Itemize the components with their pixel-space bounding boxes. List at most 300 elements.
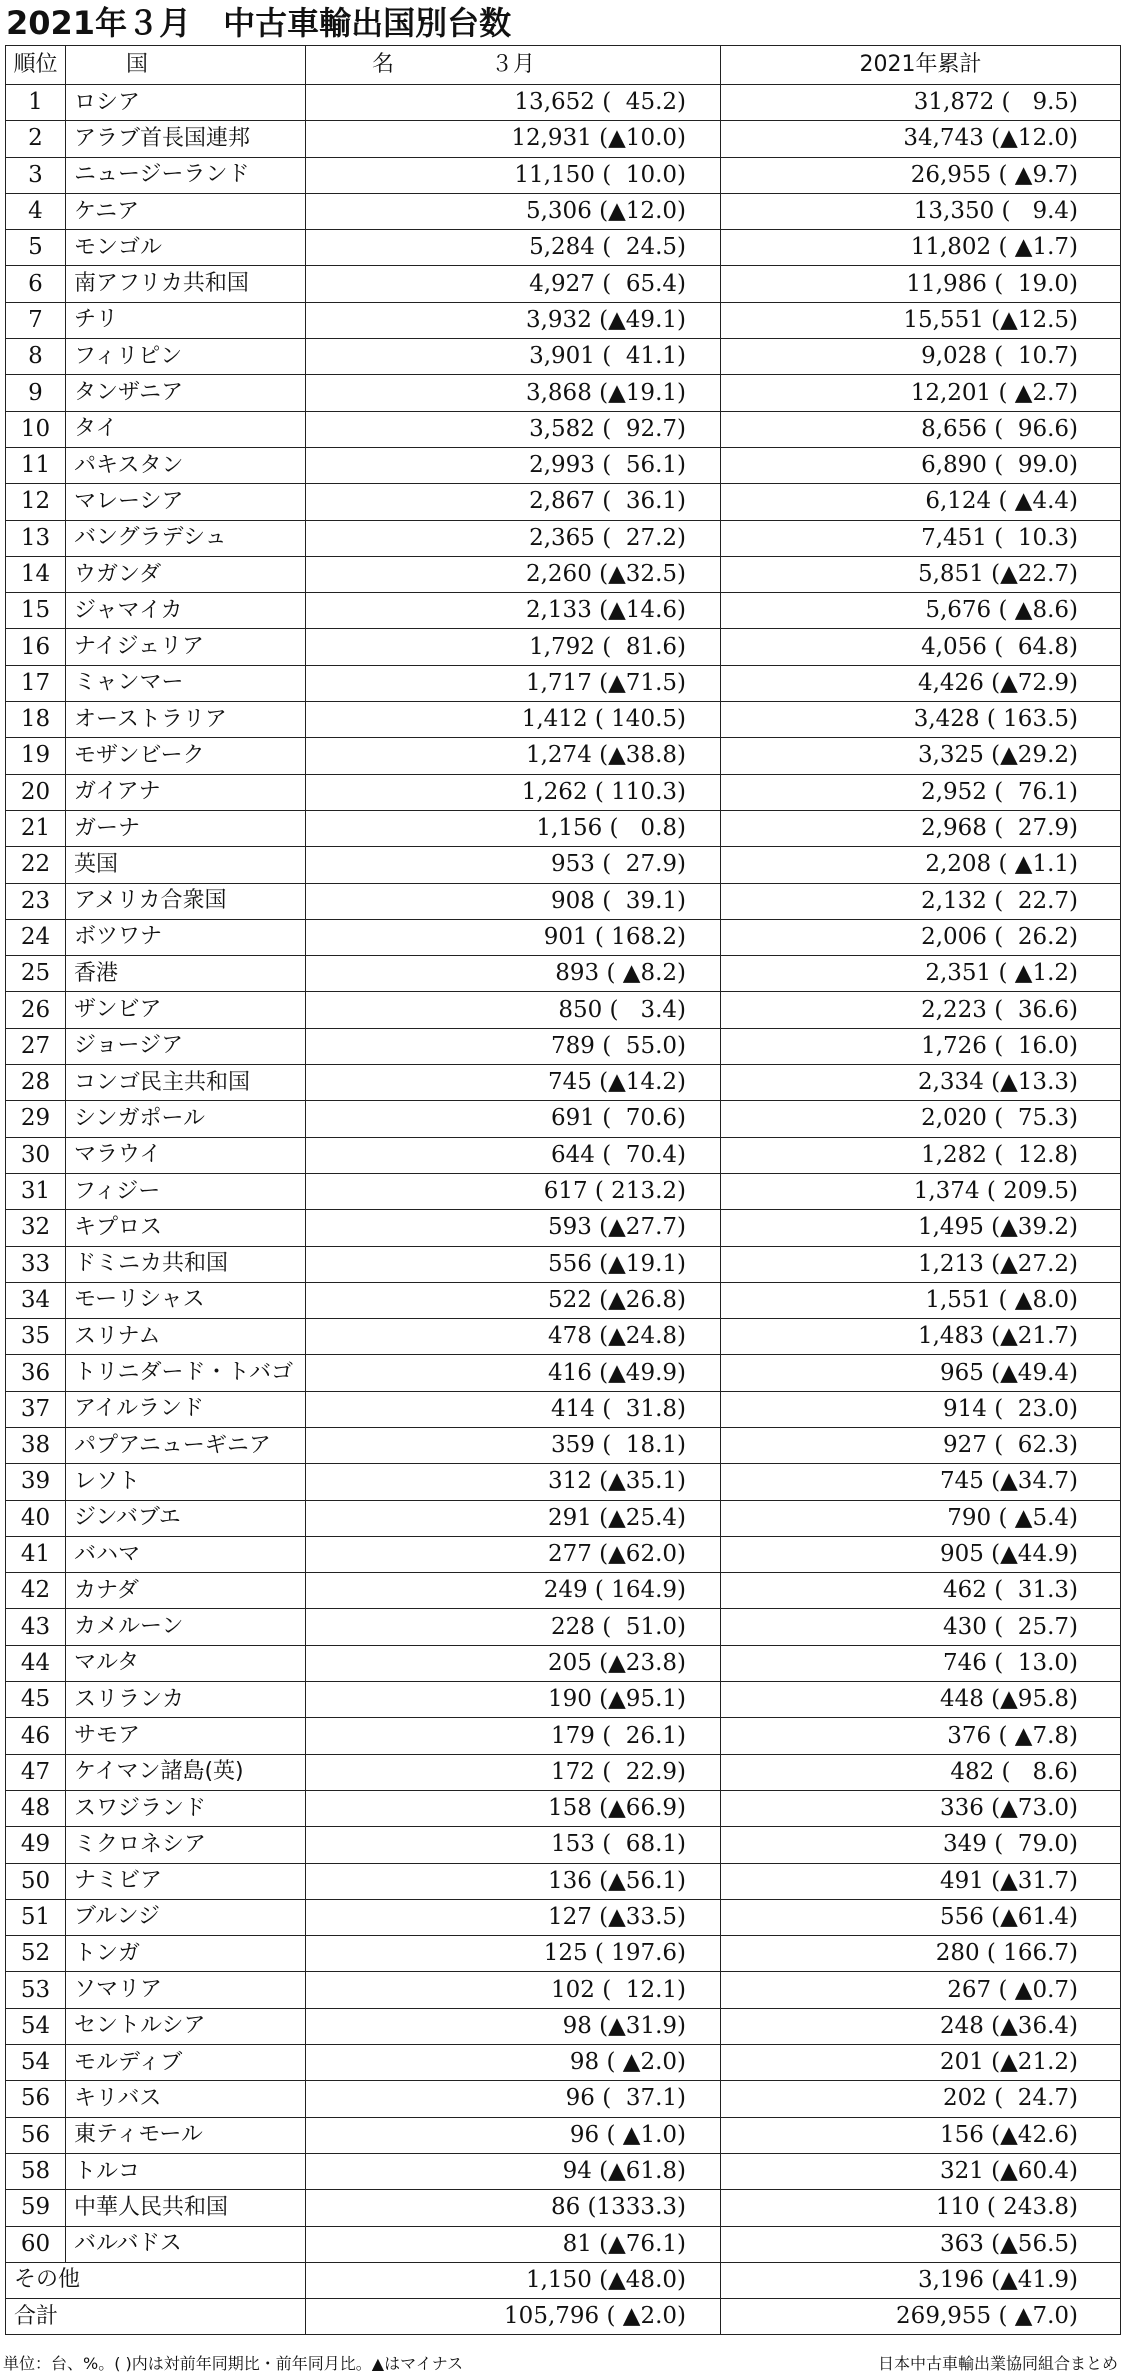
month-cell: 2,133 (▲14.6) [306, 593, 721, 629]
table-row [6, 593, 1121, 629]
rank-cell: 22 [6, 847, 66, 883]
month-cell: 11,150 ( 10.0) [306, 157, 721, 193]
country-cell: フィリピン [66, 339, 306, 375]
rank-cell: 14 [6, 556, 66, 592]
table-row [6, 1536, 1121, 1572]
table-row [6, 1718, 1121, 1754]
cumulative-cell: 363 (▲56.5) [721, 2226, 1121, 2262]
table-row [6, 1609, 1121, 1645]
cumulative-cell: 336 (▲73.0) [721, 1790, 1121, 1826]
table-row [6, 85, 1121, 121]
table-row [6, 919, 1121, 955]
month-cell: 522 (▲26.8) [306, 1282, 721, 1318]
country-cell: キリバス [66, 2081, 306, 2117]
table-row [6, 847, 1121, 883]
month-cell: 1,156 ( 0.8) [306, 810, 721, 846]
month-cell: 359 ( 18.1) [306, 1427, 721, 1463]
rank-cell: 15 [6, 593, 66, 629]
cumulative-cell: 349 ( 79.0) [721, 1827, 1121, 1863]
table-row [6, 1246, 1121, 1282]
cumulative-cell: 6,890 ( 99.0) [721, 447, 1121, 483]
table-row [6, 738, 1121, 774]
country-cell: ミャンマー [66, 665, 306, 701]
table-row [6, 956, 1121, 992]
country-cell: モザンビーク [66, 738, 306, 774]
country-cell: トンガ [66, 1936, 306, 1972]
month-cell: 593 (▲27.7) [306, 1210, 721, 1246]
total-row-month: 105,796 ( ▲2.0) [306, 2299, 721, 2335]
rank-cell: 42 [6, 1573, 66, 1609]
rank-cell: 18 [6, 702, 66, 738]
cumulative-cell: 31,872 ( 9.5) [721, 85, 1121, 121]
rank-cell: 28 [6, 1065, 66, 1101]
rank-cell: 46 [6, 1718, 66, 1754]
cumulative-cell: 430 ( 25.7) [721, 1609, 1121, 1645]
rank-cell: 48 [6, 1790, 66, 1826]
rank-cell: 60 [6, 2226, 66, 2262]
cumulative-cell: 1,726 ( 16.0) [721, 1028, 1121, 1064]
table-row [6, 1028, 1121, 1064]
month-cell: 12,931 (▲10.0) [306, 121, 721, 157]
cumulative-cell: 376 ( ▲7.8) [721, 1718, 1121, 1754]
table-row [6, 339, 1121, 375]
table-row [6, 230, 1121, 266]
month-cell: 228 ( 51.0) [306, 1609, 721, 1645]
table-row [6, 121, 1121, 157]
rank-cell: 26 [6, 992, 66, 1028]
country-cell: マレーシア [66, 484, 306, 520]
month-cell: 98 (▲31.9) [306, 2008, 721, 2044]
cumulative-cell: 2,020 ( 75.3) [721, 1101, 1121, 1137]
country-cell: チリ [66, 302, 306, 338]
country-cell: スリナム [66, 1319, 306, 1355]
others-row-label: その他 [6, 2262, 306, 2298]
table-row [6, 1936, 1121, 1972]
table-row [6, 1827, 1121, 1863]
table-row [6, 1682, 1121, 1718]
cumulative-cell: 201 (▲21.2) [721, 2045, 1121, 2081]
country-cell: アイルランド [66, 1391, 306, 1427]
rank-cell: 30 [6, 1137, 66, 1173]
cumulative-cell: 1,495 (▲39.2) [721, 1210, 1121, 1246]
cumulative-cell: 2,968 ( 27.9) [721, 810, 1121, 846]
rank-cell: 49 [6, 1827, 66, 1863]
month-cell: 13,652 ( 45.2) [306, 85, 721, 121]
footer-source: 日本中古車輸出業協同組合まとめ [877, 2354, 1118, 2373]
country-cell: ガーナ [66, 810, 306, 846]
header-row [6, 46, 1121, 85]
table-row [6, 1863, 1121, 1899]
month-cell: 158 (▲66.9) [306, 1790, 721, 1826]
rank-cell: 29 [6, 1101, 66, 1137]
cumulative-cell: 321 (▲60.4) [721, 2153, 1121, 2189]
cumulative-cell: 7,451 ( 10.3) [721, 520, 1121, 556]
header-cumulative: 2021年累計 [721, 46, 1121, 85]
month-cell: 644 ( 70.4) [306, 1137, 721, 1173]
table-row [6, 411, 1121, 447]
country-cell: シンガポール [66, 1101, 306, 1137]
cumulative-cell: 1,374 ( 209.5) [721, 1173, 1121, 1209]
country-cell: ナイジェリア [66, 629, 306, 665]
cumulative-cell: 745 (▲34.7) [721, 1464, 1121, 1500]
rank-cell: 1 [6, 85, 66, 121]
country-cell: 香港 [66, 956, 306, 992]
country-cell: ジョージア [66, 1028, 306, 1064]
table-row [6, 1754, 1121, 1790]
month-cell: 3,932 (▲49.1) [306, 302, 721, 338]
rank-cell: 44 [6, 1645, 66, 1681]
month-cell: 179 ( 26.1) [306, 1718, 721, 1754]
rank-cell: 21 [6, 810, 66, 846]
cumulative-cell: 3,325 (▲29.2) [721, 738, 1121, 774]
country-cell: パプアニューギニア [66, 1427, 306, 1463]
month-cell: 1,262 ( 110.3) [306, 774, 721, 810]
table-row [6, 2153, 1121, 2189]
cumulative-cell: 267 ( ▲0.7) [721, 1972, 1121, 2008]
cumulative-cell: 790 ( ▲5.4) [721, 1500, 1121, 1536]
rank-cell: 50 [6, 1863, 66, 1899]
cumulative-cell: 2,132 ( 22.7) [721, 883, 1121, 919]
month-cell: 745 (▲14.2) [306, 1065, 721, 1101]
month-cell: 416 (▲49.9) [306, 1355, 721, 1391]
rank-cell: 47 [6, 1754, 66, 1790]
cumulative-cell: 482 ( 8.6) [721, 1754, 1121, 1790]
month-cell: 901 ( 168.2) [306, 919, 721, 955]
month-cell: 414 ( 31.8) [306, 1391, 721, 1427]
country-cell: 中華人民共和国 [66, 2190, 306, 2226]
rank-cell: 4 [6, 193, 66, 229]
month-cell: 2,993 ( 56.1) [306, 447, 721, 483]
month-cell: 2,867 ( 36.1) [306, 484, 721, 520]
table-row [6, 484, 1121, 520]
total-row-cumulative: 269,955 ( ▲7.0) [721, 2299, 1121, 2335]
country-cell: フィジー [66, 1173, 306, 1209]
rank-cell: 51 [6, 1899, 66, 1935]
table-row [6, 1065, 1121, 1101]
country-cell: モルディブ [66, 2045, 306, 2081]
table-row [6, 1972, 1121, 2008]
footer-note: 単位：台、%。( )内は対前年同期比・前年同月比。▲はマイナス [3, 2354, 464, 2373]
cumulative-cell: 8,656 ( 96.6) [721, 411, 1121, 447]
cumulative-cell: 5,676 ( ▲8.6) [721, 593, 1121, 629]
country-cell: ザンビア [66, 992, 306, 1028]
country-cell: ミクロネシア [66, 1827, 306, 1863]
month-cell: 556 (▲19.1) [306, 1246, 721, 1282]
others-row [6, 2262, 1121, 2298]
rank-cell: 35 [6, 1319, 66, 1355]
country-cell: サモア [66, 1718, 306, 1754]
table-row [6, 447, 1121, 483]
rank-cell: 54 [6, 2045, 66, 2081]
header-country: 国 名 [66, 46, 306, 85]
month-cell: 312 (▲35.1) [306, 1464, 721, 1500]
rank-cell: 31 [6, 1173, 66, 1209]
table-row [6, 556, 1121, 592]
country-cell: ジャマイカ [66, 593, 306, 629]
table-row [6, 193, 1121, 229]
table-row [6, 375, 1121, 411]
rank-cell: 36 [6, 1355, 66, 1391]
rank-cell: 6 [6, 266, 66, 302]
rank-cell: 20 [6, 774, 66, 810]
table-row [6, 520, 1121, 556]
cumulative-cell: 905 (▲44.9) [721, 1536, 1121, 1572]
total-row [6, 2299, 1121, 2335]
cumulative-cell: 6,124 ( ▲4.4) [721, 484, 1121, 520]
month-cell: 249 ( 164.9) [306, 1573, 721, 1609]
table-row [6, 2081, 1121, 2117]
month-cell: 5,306 (▲12.0) [306, 193, 721, 229]
cumulative-cell: 26,955 ( ▲9.7) [721, 157, 1121, 193]
month-cell: 2,365 ( 27.2) [306, 520, 721, 556]
rank-cell: 58 [6, 2153, 66, 2189]
cumulative-cell: 1,551 ( ▲8.0) [721, 1282, 1121, 1318]
country-cell: バングラデシュ [66, 520, 306, 556]
month-cell: 205 (▲23.8) [306, 1645, 721, 1681]
cumulative-cell: 5,851 (▲22.7) [721, 556, 1121, 592]
rank-cell: 32 [6, 1210, 66, 1246]
country-cell: ナミビア [66, 1863, 306, 1899]
cumulative-cell: 13,350 ( 9.4) [721, 193, 1121, 229]
rank-cell: 9 [6, 375, 66, 411]
table-body [6, 46, 1121, 2335]
country-cell: オーストラリア [66, 702, 306, 738]
table-row [6, 629, 1121, 665]
cumulative-cell: 746 ( 13.0) [721, 1645, 1121, 1681]
rank-cell: 45 [6, 1682, 66, 1718]
country-cell: バハマ [66, 1536, 306, 1572]
cumulative-cell: 2,334 (▲13.3) [721, 1065, 1121, 1101]
table-row [6, 2045, 1121, 2081]
month-cell: 691 ( 70.6) [306, 1101, 721, 1137]
month-cell: 3,582 ( 92.7) [306, 411, 721, 447]
month-cell: 125 ( 197.6) [306, 1936, 721, 1972]
country-cell: ボツワナ [66, 919, 306, 955]
month-cell: 86 (1333.3) [306, 2190, 721, 2226]
country-cell: ウガンダ [66, 556, 306, 592]
month-cell: 478 (▲24.8) [306, 1319, 721, 1355]
country-cell: トルコ [66, 2153, 306, 2189]
cumulative-cell: 448 (▲95.8) [721, 1682, 1121, 1718]
month-cell: 2,260 (▲32.5) [306, 556, 721, 592]
table-row [6, 1282, 1121, 1318]
rank-cell: 8 [6, 339, 66, 375]
month-cell: 291 (▲25.4) [306, 1500, 721, 1536]
month-cell: 617 ( 213.2) [306, 1173, 721, 1209]
month-cell: 96 ( 37.1) [306, 2081, 721, 2117]
month-cell: 96 ( ▲1.0) [306, 2117, 721, 2153]
country-cell: ブルンジ [66, 1899, 306, 1935]
month-cell: 3,868 (▲19.1) [306, 375, 721, 411]
table-row [6, 810, 1121, 846]
month-cell: 127 (▲33.5) [306, 1899, 721, 1935]
month-cell: 94 (▲61.8) [306, 2153, 721, 2189]
country-cell: ロシア [66, 85, 306, 121]
country-cell: レソト [66, 1464, 306, 1500]
table-row [6, 1319, 1121, 1355]
table-row [6, 2226, 1121, 2262]
cumulative-cell: 927 ( 62.3) [721, 1427, 1121, 1463]
table-row [6, 2190, 1121, 2226]
table-row [6, 774, 1121, 810]
month-cell: 190 (▲95.1) [306, 1682, 721, 1718]
country-cell: スリランカ [66, 1682, 306, 1718]
cumulative-cell: 280 ( 166.7) [721, 1936, 1121, 1972]
rank-cell: 2 [6, 121, 66, 157]
rank-cell: 33 [6, 1246, 66, 1282]
total-row-label: 合計 [6, 2299, 306, 2335]
country-cell: ケイマン諸島(英) [66, 1754, 306, 1790]
rank-cell: 43 [6, 1609, 66, 1645]
rank-cell: 5 [6, 230, 66, 266]
rank-cell: 7 [6, 302, 66, 338]
country-cell: マルタ [66, 1645, 306, 1681]
country-cell: パキスタン [66, 447, 306, 483]
export-table [5, 45, 1121, 2335]
country-cell: 南アフリカ共和国 [66, 266, 306, 302]
table-row [6, 1101, 1121, 1137]
header-month: ３月 [306, 46, 721, 85]
month-cell: 98 ( ▲2.0) [306, 2045, 721, 2081]
country-cell: アメリカ合衆国 [66, 883, 306, 919]
month-cell: 277 (▲62.0) [306, 1536, 721, 1572]
cumulative-cell: 4,426 (▲72.9) [721, 665, 1121, 701]
header-rank: 順位 [6, 46, 66, 85]
country-cell: バルバドス [66, 2226, 306, 2262]
month-cell: 789 ( 55.0) [306, 1028, 721, 1064]
cumulative-cell: 556 (▲61.4) [721, 1899, 1121, 1935]
month-cell: 850 ( 3.4) [306, 992, 721, 1028]
table-row [6, 1137, 1121, 1173]
table-row [6, 157, 1121, 193]
table-row [6, 992, 1121, 1028]
cumulative-cell: 12,201 ( ▲2.7) [721, 375, 1121, 411]
cumulative-cell: 965 (▲49.4) [721, 1355, 1121, 1391]
rank-cell: 34 [6, 1282, 66, 1318]
cumulative-cell: 11,802 ( ▲1.7) [721, 230, 1121, 266]
rank-cell: 56 [6, 2117, 66, 2153]
rank-cell: 53 [6, 1972, 66, 2008]
country-cell: モンゴル [66, 230, 306, 266]
country-cell: ケニア [66, 193, 306, 229]
cumulative-cell: 1,282 ( 12.8) [721, 1137, 1121, 1173]
table-row [6, 1173, 1121, 1209]
rank-cell: 27 [6, 1028, 66, 1064]
month-cell: 4,927 ( 65.4) [306, 266, 721, 302]
country-cell: タンザニア [66, 375, 306, 411]
country-cell: トリニダード・トバゴ [66, 1355, 306, 1391]
rank-cell: 59 [6, 2190, 66, 2226]
month-cell: 81 (▲76.1) [306, 2226, 721, 2262]
rank-cell: 12 [6, 484, 66, 520]
month-cell: 908 ( 39.1) [306, 883, 721, 919]
cumulative-cell: 491 (▲31.7) [721, 1863, 1121, 1899]
cumulative-cell: 156 (▲42.6) [721, 2117, 1121, 2153]
table-row [6, 1427, 1121, 1463]
rank-cell: 56 [6, 2081, 66, 2117]
others-row-month: 1,150 (▲48.0) [306, 2262, 721, 2298]
country-cell: コンゴ民主共和国 [66, 1065, 306, 1101]
others-row-cumulative: 3,196 (▲41.9) [721, 2262, 1121, 2298]
country-cell: ジンバブエ [66, 1500, 306, 1536]
cumulative-cell: 11,986 ( 19.0) [721, 266, 1121, 302]
rank-cell: 54 [6, 2008, 66, 2044]
country-cell: モーリシャス [66, 1282, 306, 1318]
cumulative-cell: 248 (▲36.4) [721, 2008, 1121, 2044]
table-row [6, 302, 1121, 338]
table-row [6, 1573, 1121, 1609]
rank-cell: 19 [6, 738, 66, 774]
country-cell: アラブ首長国連邦 [66, 121, 306, 157]
rank-cell: 16 [6, 629, 66, 665]
table-row [6, 883, 1121, 919]
cumulative-cell: 4,056 ( 64.8) [721, 629, 1121, 665]
month-cell: 893 ( ▲8.2) [306, 956, 721, 992]
rank-cell: 41 [6, 1536, 66, 1572]
country-cell: セントルシア [66, 2008, 306, 2044]
country-cell: マラウイ [66, 1137, 306, 1173]
country-cell: カメルーン [66, 1609, 306, 1645]
rank-cell: 13 [6, 520, 66, 556]
cumulative-cell: 2,208 ( ▲1.1) [721, 847, 1121, 883]
month-cell: 3,901 ( 41.1) [306, 339, 721, 375]
table-row [6, 1464, 1121, 1500]
table-row [6, 1391, 1121, 1427]
table-row [6, 702, 1121, 738]
cumulative-cell: 2,223 ( 36.6) [721, 992, 1121, 1028]
table-row [6, 2117, 1121, 2153]
country-cell: カナダ [66, 1573, 306, 1609]
cumulative-cell: 2,952 ( 76.1) [721, 774, 1121, 810]
rank-cell: 40 [6, 1500, 66, 1536]
rank-cell: 3 [6, 157, 66, 193]
month-cell: 153 ( 68.1) [306, 1827, 721, 1863]
rank-cell: 37 [6, 1391, 66, 1427]
rank-cell: 38 [6, 1427, 66, 1463]
month-cell: 172 ( 22.9) [306, 1754, 721, 1790]
table-row [6, 1790, 1121, 1826]
cumulative-cell: 202 ( 24.7) [721, 2081, 1121, 2117]
table-row [6, 2008, 1121, 2044]
cumulative-cell: 1,483 (▲21.7) [721, 1319, 1121, 1355]
rank-cell: 10 [6, 411, 66, 447]
table-row [6, 1645, 1121, 1681]
rank-cell: 52 [6, 1936, 66, 1972]
country-cell: タイ [66, 411, 306, 447]
cumulative-cell: 110 ( 243.8) [721, 2190, 1121, 2226]
table-row [6, 1210, 1121, 1246]
month-cell: 5,284 ( 24.5) [306, 230, 721, 266]
rank-cell: 17 [6, 665, 66, 701]
country-cell: キプロス [66, 1210, 306, 1246]
rank-cell: 24 [6, 919, 66, 955]
month-cell: 136 (▲56.1) [306, 1863, 721, 1899]
cumulative-cell: 914 ( 23.0) [721, 1391, 1121, 1427]
rank-cell: 23 [6, 883, 66, 919]
country-cell: ニュージーランド [66, 157, 306, 193]
cumulative-cell: 9,028 ( 10.7) [721, 339, 1121, 375]
rank-cell: 11 [6, 447, 66, 483]
cumulative-cell: 15,551 (▲12.5) [721, 302, 1121, 338]
country-cell: ソマリア [66, 1972, 306, 2008]
cumulative-cell: 34,743 (▲12.0) [721, 121, 1121, 157]
table-row [6, 1899, 1121, 1935]
cumulative-cell: 1,213 (▲27.2) [721, 1246, 1121, 1282]
month-cell: 1,717 (▲71.5) [306, 665, 721, 701]
rank-cell: 39 [6, 1464, 66, 1500]
country-cell: 英国 [66, 847, 306, 883]
country-cell: スワジランド [66, 1790, 306, 1826]
